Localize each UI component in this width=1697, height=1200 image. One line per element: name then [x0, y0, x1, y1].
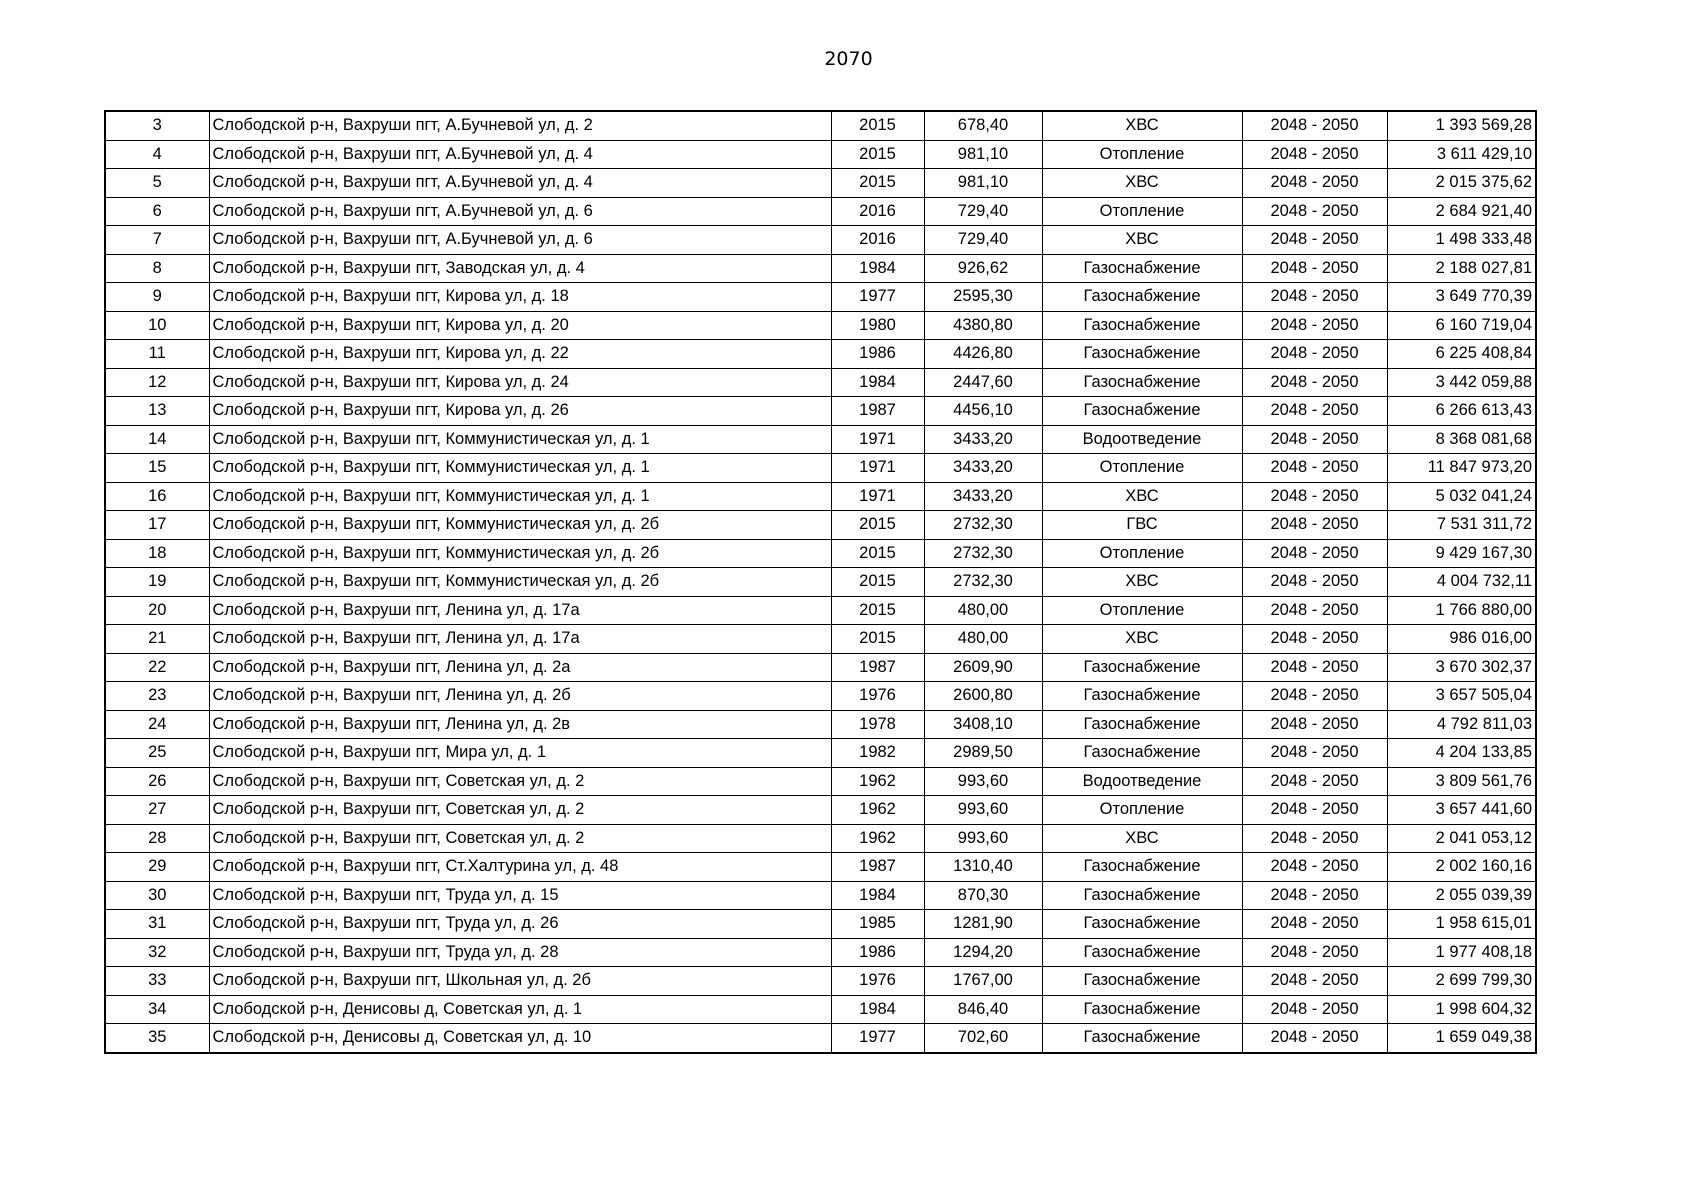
- work-type-cell: Газоснабжение: [1042, 995, 1242, 1024]
- cost-cell: 3 442 059,88: [1387, 368, 1536, 397]
- table-row: [105, 653, 1536, 682]
- table-body: [105, 111, 1536, 1053]
- build-year-cell: 1986: [831, 938, 924, 967]
- address-cell: Слободской р-н, Вахруши пгт, Кирова ул, д. 26: [209, 397, 831, 426]
- row-number-cell: 27: [105, 796, 209, 825]
- row-number-cell: 31: [105, 910, 209, 939]
- address-cell: Слободской р-н, Вахруши пгт, Советская ул, д. 2: [209, 796, 831, 825]
- page-number: 2070: [824, 48, 873, 70]
- table-row: [105, 625, 1536, 654]
- build-year-cell: 2015: [831, 568, 924, 597]
- table-row: [105, 739, 1536, 768]
- period-cell: 2048 - 2050: [1242, 169, 1387, 198]
- period-cell: 2048 - 2050: [1242, 454, 1387, 483]
- row-number-cell: 29: [105, 853, 209, 882]
- build-year-cell: 1984: [831, 881, 924, 910]
- address-cell: Слободской р-н, Вахруши пгт, А.Бучневой ул, д. 6: [209, 197, 831, 226]
- row-number-cell: 25: [105, 739, 209, 768]
- cost-cell: 4 792 811,03: [1387, 710, 1536, 739]
- address-cell: Слободской р-н, Вахруши пгт, Ст.Халтурина ул, д. 48: [209, 853, 831, 882]
- area-cell: 981,10: [924, 169, 1042, 198]
- area-cell: 2732,30: [924, 539, 1042, 568]
- table-row: [105, 111, 1536, 140]
- period-cell: 2048 - 2050: [1242, 511, 1387, 540]
- address-cell: Слободской р-н, Вахруши пгт, Кирова ул, д. 24: [209, 368, 831, 397]
- work-type-cell: Газоснабжение: [1042, 881, 1242, 910]
- address-cell: Слободской р-н, Вахруши пгт, Ленина ул, д. 17а: [209, 596, 831, 625]
- area-cell: 480,00: [924, 596, 1042, 625]
- cost-cell: 4 004 732,11: [1387, 568, 1536, 597]
- build-year-cell: 1984: [831, 254, 924, 283]
- build-year-cell: 2015: [831, 625, 924, 654]
- row-number-cell: 17: [105, 511, 209, 540]
- cost-cell: 6 225 408,84: [1387, 340, 1536, 369]
- address-cell: Слободской р-н, Вахруши пгт, Труда ул, д. 26: [209, 910, 831, 939]
- area-cell: 1310,40: [924, 853, 1042, 882]
- build-year-cell: 1971: [831, 425, 924, 454]
- work-type-cell: ХВС: [1042, 824, 1242, 853]
- row-number-cell: 20: [105, 596, 209, 625]
- build-year-cell: 1987: [831, 397, 924, 426]
- cost-cell: 2 041 053,12: [1387, 824, 1536, 853]
- work-type-cell: Газоснабжение: [1042, 254, 1242, 283]
- work-type-cell: Газоснабжение: [1042, 710, 1242, 739]
- area-cell: 2600,80: [924, 682, 1042, 711]
- cost-cell: 3 809 561,76: [1387, 767, 1536, 796]
- work-type-cell: Газоснабжение: [1042, 938, 1242, 967]
- build-year-cell: 1971: [831, 482, 924, 511]
- address-cell: Слободской р-н, Вахруши пгт, Кирова ул, д. 18: [209, 283, 831, 312]
- area-cell: 678,40: [924, 111, 1042, 140]
- address-cell: Слободской р-н, Вахруши пгт, Кирова ул, д. 20: [209, 311, 831, 340]
- area-cell: 981,10: [924, 140, 1042, 169]
- table-row: [105, 169, 1536, 198]
- cost-cell: 8 368 081,68: [1387, 425, 1536, 454]
- period-cell: 2048 - 2050: [1242, 938, 1387, 967]
- area-cell: 993,60: [924, 767, 1042, 796]
- address-cell: Слободской р-н, Вахруши пгт, Коммунистическая ул, д. 1: [209, 425, 831, 454]
- period-cell: 2048 - 2050: [1242, 568, 1387, 597]
- cost-cell: 1 958 615,01: [1387, 910, 1536, 939]
- table-row: [105, 425, 1536, 454]
- work-type-cell: Газоснабжение: [1042, 397, 1242, 426]
- build-year-cell: 1980: [831, 311, 924, 340]
- period-cell: 2048 - 2050: [1242, 853, 1387, 882]
- address-cell: Слободской р-н, Вахруши пгт, Коммунистическая ул, д. 2б: [209, 511, 831, 540]
- build-year-cell: 2016: [831, 197, 924, 226]
- work-type-cell: ГВС: [1042, 511, 1242, 540]
- work-type-cell: Газоснабжение: [1042, 311, 1242, 340]
- row-number-cell: 14: [105, 425, 209, 454]
- address-cell: Слободской р-н, Вахруши пгт, Советская ул, д. 2: [209, 824, 831, 853]
- area-cell: 2447,60: [924, 368, 1042, 397]
- row-number-cell: 16: [105, 482, 209, 511]
- cost-cell: 5 032 041,24: [1387, 482, 1536, 511]
- address-cell: Слободской р-н, Денисовы д, Советская ул, д. 1: [209, 995, 831, 1024]
- period-cell: 2048 - 2050: [1242, 967, 1387, 996]
- table-row: [105, 454, 1536, 483]
- period-cell: 2048 - 2050: [1242, 596, 1387, 625]
- period-cell: 2048 - 2050: [1242, 197, 1387, 226]
- row-number-cell: 34: [105, 995, 209, 1024]
- work-type-cell: Газоснабжение: [1042, 1024, 1242, 1053]
- build-year-cell: 2015: [831, 539, 924, 568]
- address-cell: Слободской р-н, Вахруши пгт, Мира ул, д. 1: [209, 739, 831, 768]
- work-type-cell: Отопление: [1042, 596, 1242, 625]
- area-cell: 480,00: [924, 625, 1042, 654]
- cost-cell: 9 429 167,30: [1387, 539, 1536, 568]
- area-cell: 2595,30: [924, 283, 1042, 312]
- period-cell: 2048 - 2050: [1242, 995, 1387, 1024]
- cost-cell: 2 055 039,39: [1387, 881, 1536, 910]
- area-cell: 2989,50: [924, 739, 1042, 768]
- address-cell: Слободской р-н, Вахруши пгт, Кирова ул, д. 22: [209, 340, 831, 369]
- table-row: [105, 397, 1536, 426]
- work-type-cell: ХВС: [1042, 111, 1242, 140]
- build-year-cell: 1962: [831, 767, 924, 796]
- work-type-cell: Отопление: [1042, 140, 1242, 169]
- cost-cell: 1 766 880,00: [1387, 596, 1536, 625]
- cost-cell: 1 393 569,28: [1387, 111, 1536, 140]
- row-number-cell: 32: [105, 938, 209, 967]
- cost-cell: 3 657 441,60: [1387, 796, 1536, 825]
- build-year-cell: 2015: [831, 140, 924, 169]
- area-cell: 3433,20: [924, 454, 1042, 483]
- row-number-cell: 18: [105, 539, 209, 568]
- row-number-cell: 26: [105, 767, 209, 796]
- period-cell: 2048 - 2050: [1242, 910, 1387, 939]
- table-row: [105, 1024, 1536, 1053]
- area-cell: 1281,90: [924, 910, 1042, 939]
- work-type-cell: ХВС: [1042, 482, 1242, 511]
- address-cell: Слободской р-н, Вахруши пгт, А.Бучневой ул, д. 4: [209, 140, 831, 169]
- area-cell: 3433,20: [924, 482, 1042, 511]
- address-cell: Слободской р-н, Вахруши пгт, Ленина ул, д. 2в: [209, 710, 831, 739]
- cost-cell: 2 015 375,62: [1387, 169, 1536, 198]
- table-row: [105, 197, 1536, 226]
- work-type-cell: ХВС: [1042, 625, 1242, 654]
- table-row: [105, 596, 1536, 625]
- table-row: [105, 340, 1536, 369]
- table-row: [105, 853, 1536, 882]
- area-cell: 729,40: [924, 226, 1042, 255]
- table-row: [105, 140, 1536, 169]
- period-cell: 2048 - 2050: [1242, 682, 1387, 711]
- table-row: [105, 710, 1536, 739]
- row-number-cell: 9: [105, 283, 209, 312]
- work-type-cell: Газоснабжение: [1042, 910, 1242, 939]
- work-type-cell: Отопление: [1042, 539, 1242, 568]
- row-number-cell: 6: [105, 197, 209, 226]
- period-cell: 2048 - 2050: [1242, 311, 1387, 340]
- work-type-cell: Отопление: [1042, 454, 1242, 483]
- work-type-cell: Газоснабжение: [1042, 739, 1242, 768]
- work-type-cell: Водоотведение: [1042, 767, 1242, 796]
- address-cell: Слободской р-н, Вахруши пгт, Труда ул, д. 28: [209, 938, 831, 967]
- area-cell: 4456,10: [924, 397, 1042, 426]
- address-cell: Слободской р-н, Вахруши пгт, А.Бучневой ул, д. 2: [209, 111, 831, 140]
- table-row: [105, 824, 1536, 853]
- row-number-cell: 33: [105, 967, 209, 996]
- cost-cell: 1 659 049,38: [1387, 1024, 1536, 1053]
- build-year-cell: 1977: [831, 1024, 924, 1053]
- work-type-cell: ХВС: [1042, 226, 1242, 255]
- area-cell: 3408,10: [924, 710, 1042, 739]
- address-cell: Слободской р-н, Вахруши пгт, Коммунистическая ул, д. 1: [209, 482, 831, 511]
- address-cell: Слободской р-н, Вахруши пгт, Ленина ул, д. 17а: [209, 625, 831, 654]
- row-number-cell: 4: [105, 140, 209, 169]
- cost-cell: 11 847 973,20: [1387, 454, 1536, 483]
- table-row: [105, 368, 1536, 397]
- area-cell: 870,30: [924, 881, 1042, 910]
- area-cell: 2732,30: [924, 511, 1042, 540]
- cost-cell: 1 998 604,32: [1387, 995, 1536, 1024]
- table-row: [105, 511, 1536, 540]
- cost-cell: 6 160 719,04: [1387, 311, 1536, 340]
- build-year-cell: 1987: [831, 853, 924, 882]
- row-number-cell: 10: [105, 311, 209, 340]
- area-cell: 729,40: [924, 197, 1042, 226]
- work-type-cell: Отопление: [1042, 197, 1242, 226]
- row-number-cell: 5: [105, 169, 209, 198]
- address-cell: Слободской р-н, Вахруши пгт, Ленина ул, д. 2б: [209, 682, 831, 711]
- build-year-cell: 1977: [831, 283, 924, 312]
- table-row: [105, 967, 1536, 996]
- build-year-cell: 2016: [831, 226, 924, 255]
- period-cell: 2048 - 2050: [1242, 368, 1387, 397]
- row-number-cell: 30: [105, 881, 209, 910]
- period-cell: 2048 - 2050: [1242, 824, 1387, 853]
- row-number-cell: 23: [105, 682, 209, 711]
- table-row: [105, 938, 1536, 967]
- period-cell: 2048 - 2050: [1242, 796, 1387, 825]
- table-row: [105, 568, 1536, 597]
- work-type-cell: Газоснабжение: [1042, 853, 1242, 882]
- cost-cell: 986 016,00: [1387, 625, 1536, 654]
- cost-cell: 7 531 311,72: [1387, 511, 1536, 540]
- repair-schedule-table: [104, 110, 1537, 1054]
- row-number-cell: 7: [105, 226, 209, 255]
- address-cell: Слободской р-н, Вахруши пгт, Ленина ул, д. 2а: [209, 653, 831, 682]
- table-row: [105, 283, 1536, 312]
- row-number-cell: 19: [105, 568, 209, 597]
- row-number-cell: 22: [105, 653, 209, 682]
- cost-cell: 3 657 505,04: [1387, 682, 1536, 711]
- period-cell: 2048 - 2050: [1242, 340, 1387, 369]
- build-year-cell: 2015: [831, 596, 924, 625]
- table-row: [105, 254, 1536, 283]
- period-cell: 2048 - 2050: [1242, 653, 1387, 682]
- area-cell: 4426,80: [924, 340, 1042, 369]
- period-cell: 2048 - 2050: [1242, 283, 1387, 312]
- work-type-cell: ХВС: [1042, 568, 1242, 597]
- cost-cell: 1 498 333,48: [1387, 226, 1536, 255]
- cost-cell: 2 002 160,16: [1387, 853, 1536, 882]
- period-cell: 2048 - 2050: [1242, 739, 1387, 768]
- address-cell: Слободской р-н, Вахруши пгт, Заводская ул, д. 4: [209, 254, 831, 283]
- table-row: [105, 995, 1536, 1024]
- build-year-cell: 2015: [831, 111, 924, 140]
- area-cell: 846,40: [924, 995, 1042, 1024]
- table-row: [105, 682, 1536, 711]
- period-cell: 2048 - 2050: [1242, 140, 1387, 169]
- cost-cell: 3 611 429,10: [1387, 140, 1536, 169]
- period-cell: 2048 - 2050: [1242, 226, 1387, 255]
- work-type-cell: Газоснабжение: [1042, 283, 1242, 312]
- cost-cell: 6 266 613,43: [1387, 397, 1536, 426]
- address-cell: Слободской р-н, Вахруши пгт, Школьная ул, д. 2б: [209, 967, 831, 996]
- work-type-cell: Газоснабжение: [1042, 340, 1242, 369]
- period-cell: 2048 - 2050: [1242, 767, 1387, 796]
- build-year-cell: 1984: [831, 995, 924, 1024]
- work-type-cell: Газоснабжение: [1042, 967, 1242, 996]
- address-cell: Слободской р-н, Денисовы д, Советская ул, д. 10: [209, 1024, 831, 1053]
- build-year-cell: 1986: [831, 340, 924, 369]
- period-cell: 2048 - 2050: [1242, 482, 1387, 511]
- address-cell: Слободской р-н, Вахруши пгт, А.Бучневой ул, д. 4: [209, 169, 831, 198]
- area-cell: 2732,30: [924, 568, 1042, 597]
- period-cell: 2048 - 2050: [1242, 254, 1387, 283]
- build-year-cell: 1962: [831, 824, 924, 853]
- build-year-cell: 1971: [831, 454, 924, 483]
- table-row: [105, 482, 1536, 511]
- table-row: [105, 539, 1536, 568]
- work-type-cell: Отопление: [1042, 796, 1242, 825]
- table-row: [105, 910, 1536, 939]
- area-cell: 993,60: [924, 824, 1042, 853]
- build-year-cell: 2015: [831, 169, 924, 198]
- period-cell: 2048 - 2050: [1242, 425, 1387, 454]
- period-cell: 2048 - 2050: [1242, 539, 1387, 568]
- row-number-cell: 28: [105, 824, 209, 853]
- row-number-cell: 21: [105, 625, 209, 654]
- row-number-cell: 3: [105, 111, 209, 140]
- area-cell: 993,60: [924, 796, 1042, 825]
- area-cell: 1767,00: [924, 967, 1042, 996]
- area-cell: 926,62: [924, 254, 1042, 283]
- address-cell: Слободской р-н, Вахруши пгт, Коммунистическая ул, д. 2б: [209, 568, 831, 597]
- period-cell: 2048 - 2050: [1242, 1024, 1387, 1053]
- row-number-cell: 24: [105, 710, 209, 739]
- build-year-cell: 1962: [831, 796, 924, 825]
- period-cell: 2048 - 2050: [1242, 710, 1387, 739]
- period-cell: 2048 - 2050: [1242, 397, 1387, 426]
- build-year-cell: 1976: [831, 967, 924, 996]
- cost-cell: 1 977 408,18: [1387, 938, 1536, 967]
- address-cell: Слободской р-н, Вахруши пгт, Советская ул, д. 2: [209, 767, 831, 796]
- work-type-cell: Газоснабжение: [1042, 368, 1242, 397]
- table-row: [105, 226, 1536, 255]
- row-number-cell: 12: [105, 368, 209, 397]
- build-year-cell: 2015: [831, 511, 924, 540]
- address-cell: Слободской р-н, Вахруши пгт, Коммунистическая ул, д. 1: [209, 454, 831, 483]
- address-cell: Слободской р-н, Вахруши пгт, А.Бучневой ул, д. 6: [209, 226, 831, 255]
- area-cell: 1294,20: [924, 938, 1042, 967]
- cost-cell: 4 204 133,85: [1387, 739, 1536, 768]
- period-cell: 2048 - 2050: [1242, 111, 1387, 140]
- work-type-cell: Газоснабжение: [1042, 653, 1242, 682]
- cost-cell: 3 649 770,39: [1387, 283, 1536, 312]
- build-year-cell: 1985: [831, 910, 924, 939]
- row-number-cell: 11: [105, 340, 209, 369]
- area-cell: 3433,20: [924, 425, 1042, 454]
- work-type-cell: Газоснабжение: [1042, 682, 1242, 711]
- work-type-cell: ХВС: [1042, 169, 1242, 198]
- build-year-cell: 1978: [831, 710, 924, 739]
- period-cell: 2048 - 2050: [1242, 625, 1387, 654]
- table-row: [105, 767, 1536, 796]
- cost-cell: 2 699 799,30: [1387, 967, 1536, 996]
- area-cell: 702,60: [924, 1024, 1042, 1053]
- cost-cell: 2 188 027,81: [1387, 254, 1536, 283]
- build-year-cell: 1984: [831, 368, 924, 397]
- area-cell: 4380,80: [924, 311, 1042, 340]
- build-year-cell: 1982: [831, 739, 924, 768]
- row-number-cell: 35: [105, 1024, 209, 1053]
- row-number-cell: 8: [105, 254, 209, 283]
- table-row: [105, 881, 1536, 910]
- row-number-cell: 15: [105, 454, 209, 483]
- table-row: [105, 796, 1536, 825]
- table-row: [105, 311, 1536, 340]
- build-year-cell: 1987: [831, 653, 924, 682]
- address-cell: Слободской р-н, Вахруши пгт, Труда ул, д. 15: [209, 881, 831, 910]
- work-type-cell: Водоотведение: [1042, 425, 1242, 454]
- address-cell: Слободской р-н, Вахруши пгт, Коммунистическая ул, д. 2б: [209, 539, 831, 568]
- row-number-cell: 13: [105, 397, 209, 426]
- area-cell: 2609,90: [924, 653, 1042, 682]
- cost-cell: 2 684 921,40: [1387, 197, 1536, 226]
- period-cell: 2048 - 2050: [1242, 881, 1387, 910]
- build-year-cell: 1976: [831, 682, 924, 711]
- cost-cell: 3 670 302,37: [1387, 653, 1536, 682]
